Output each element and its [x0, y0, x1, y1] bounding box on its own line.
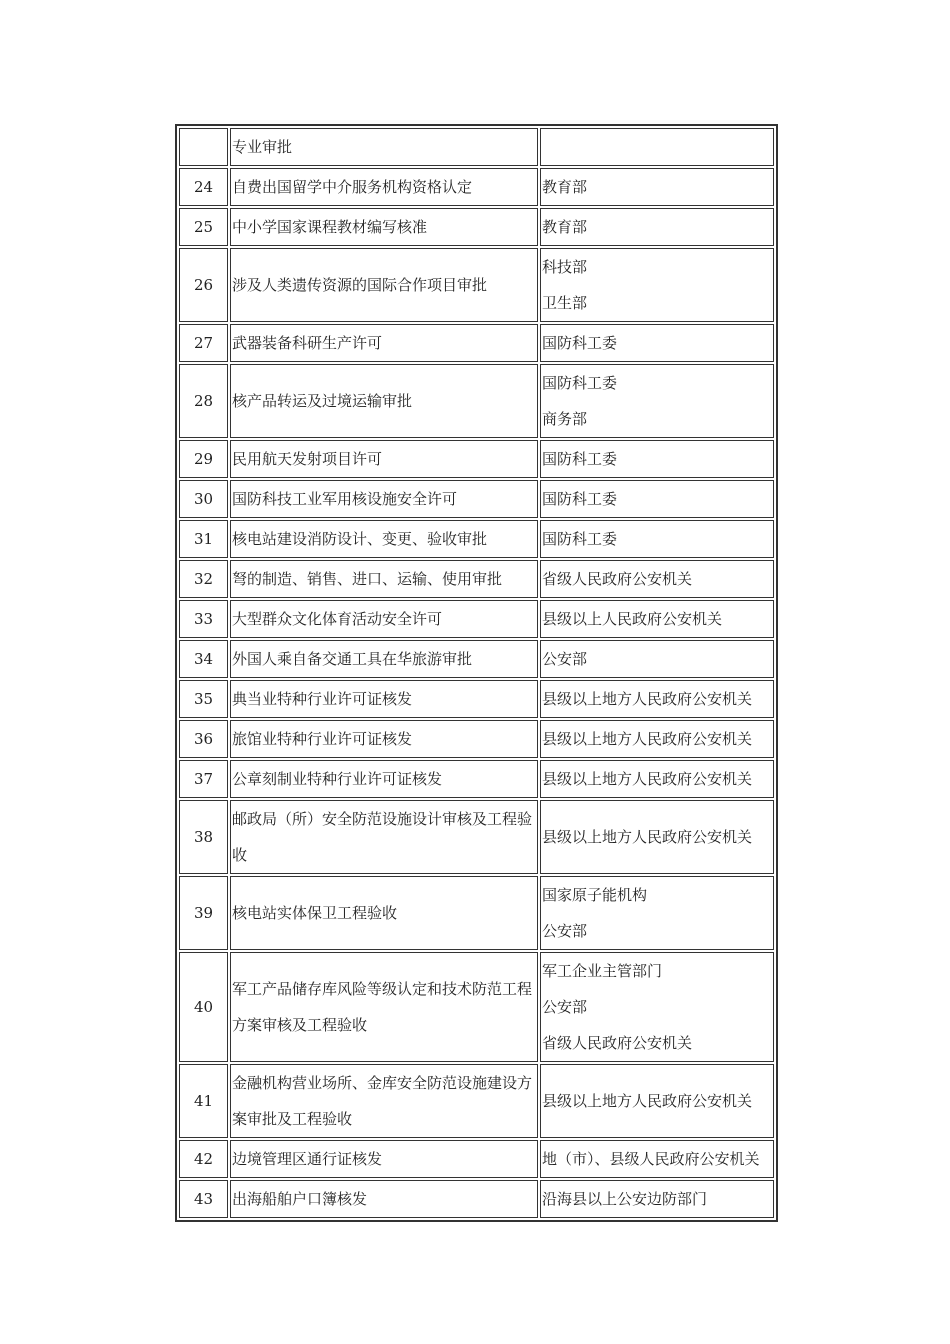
department-name: 军工企业主管部门	[542, 962, 663, 980]
department-name: 县级以上地方人民政府公安机关	[542, 1092, 753, 1110]
department-name: 地（市）、县级人民政府公安机关	[542, 1150, 760, 1168]
department-name: 公安部	[542, 998, 588, 1016]
approval-item-cell	[230, 248, 538, 322]
approval-item-cell	[230, 168, 538, 206]
approval-item-name: 自费出国留学中介服务机构资格认定	[232, 178, 473, 196]
department-cell	[540, 600, 774, 638]
table-row	[179, 520, 774, 558]
approval-item-cell	[230, 640, 538, 678]
table-row	[179, 480, 774, 518]
approval-item-cell	[230, 600, 538, 638]
department-name: 商务部	[542, 410, 588, 428]
table-row	[179, 364, 774, 438]
department-cell	[540, 364, 774, 438]
row-number: 34	[179, 640, 228, 678]
approval-item-name: 国防科技工业军用核设施安全许可	[232, 490, 458, 508]
table-row	[179, 876, 774, 950]
row-number: 26	[179, 248, 228, 322]
table-row	[179, 560, 774, 598]
department-cell	[540, 680, 774, 718]
approval-item-cell	[230, 952, 538, 1062]
department-name: 国防科工委	[542, 490, 618, 508]
table-row	[179, 128, 774, 166]
department-cell	[540, 520, 774, 558]
row-number: 37	[179, 760, 228, 798]
approval-item-name: 军工产品储存库风险等级认定和技术防范工程方案审核及工程验收	[232, 980, 533, 1034]
department-cell	[540, 560, 774, 598]
approval-item-cell	[230, 1180, 538, 1218]
row-number: 39	[179, 876, 228, 950]
department-name: 国防科工委	[542, 334, 618, 352]
table-row	[179, 1140, 774, 1178]
department-name: 县级以上地方人民政府公安机关	[542, 730, 753, 748]
approval-item-cell	[230, 480, 538, 518]
department-cell	[540, 440, 774, 478]
approval-item-cell	[230, 520, 538, 558]
approval-item-name: 涉及人类遗传资源的国际合作项目审批	[232, 276, 488, 294]
table-row	[179, 760, 774, 798]
department-name: 县级以上地方人民政府公安机关	[542, 770, 753, 788]
row-number: 32	[179, 560, 228, 598]
department-name: 县级以上人民政府公安机关	[542, 610, 723, 628]
table-row	[179, 800, 774, 874]
row-number: 38	[179, 800, 228, 874]
table-row	[179, 1180, 774, 1218]
approval-item-cell	[230, 1064, 538, 1138]
department-cell	[540, 1064, 774, 1138]
department-name: 县级以上地方人民政府公安机关	[542, 690, 753, 708]
approval-item-name: 旅馆业特种行业许可证核发	[232, 730, 413, 748]
department-cell	[540, 208, 774, 246]
approval-item-name: 出海船舶户口簿核发	[232, 1190, 368, 1208]
department-name: 县级以上地方人民政府公安机关	[542, 828, 753, 846]
table-body	[179, 128, 774, 1218]
row-number: 36	[179, 720, 228, 758]
approval-item-cell	[230, 560, 538, 598]
department-name: 教育部	[542, 178, 588, 196]
approval-item-name: 弩的制造、销售、进口、运输、使用审批	[232, 570, 503, 588]
approval-item-cell	[230, 760, 538, 798]
approval-item-cell	[230, 440, 538, 478]
department-name: 国防科工委	[542, 530, 618, 548]
approval-item-name: 公章刻制业特种行业许可证核发	[232, 770, 443, 788]
department-name: 省级人民政府公安机关	[542, 1034, 693, 1052]
approval-item-name: 中小学国家课程教材编写核准	[232, 218, 428, 236]
approval-item-name: 武器装备科研生产许可	[232, 334, 383, 352]
department-cell	[540, 876, 774, 950]
approval-item-cell	[230, 364, 538, 438]
table-row	[179, 680, 774, 718]
approval-items-table	[175, 124, 778, 1222]
row-number: 30	[179, 480, 228, 518]
approval-item-cell	[230, 876, 538, 950]
row-number: 24	[179, 168, 228, 206]
table-row	[179, 440, 774, 478]
department-name: 科技部	[542, 258, 588, 276]
department-cell	[540, 640, 774, 678]
table-row	[179, 640, 774, 678]
approval-item-cell	[230, 680, 538, 718]
department-name	[542, 129, 772, 165]
department-cell	[540, 760, 774, 798]
approval-item-name: 外国人乘自备交通工具在华旅游审批	[232, 650, 473, 668]
department-cell	[540, 248, 774, 322]
row-number	[179, 128, 228, 166]
approval-item-name: 典当业特种行业许可证核发	[232, 690, 413, 708]
table-row	[179, 720, 774, 758]
table-row	[179, 208, 774, 246]
row-number: 35	[179, 680, 228, 718]
approval-item-name: 边境管理区通行证核发	[232, 1150, 383, 1168]
department-name: 公安部	[542, 922, 588, 940]
approval-item-name: 核电站实体保卫工程验收	[232, 904, 398, 922]
table-row	[179, 1064, 774, 1138]
approval-item-name: 金融机构营业场所、金库安全防范设施建设方案审批及工程验收	[232, 1074, 533, 1128]
department-name: 国防科工委	[542, 450, 618, 468]
department-cell	[540, 1180, 774, 1218]
row-number: 27	[179, 324, 228, 362]
department-name: 公安部	[542, 650, 588, 668]
department-name: 国家原子能机构	[542, 886, 648, 904]
table-row	[179, 952, 774, 1062]
department-cell	[540, 480, 774, 518]
table-row	[179, 324, 774, 362]
approval-item-cell	[230, 324, 538, 362]
approval-item-name: 核产品转运及过境运输审批	[232, 392, 413, 410]
approval-item-name: 专业审批	[232, 138, 293, 156]
row-number: 41	[179, 1064, 228, 1138]
department-cell	[540, 800, 774, 874]
approval-item-name: 核电站建设消防设计、变更、验收审批	[232, 530, 488, 548]
table-row	[179, 168, 774, 206]
department-cell	[540, 720, 774, 758]
approval-item-cell	[230, 1140, 538, 1178]
department-cell	[540, 1140, 774, 1178]
row-number: 25	[179, 208, 228, 246]
row-number: 42	[179, 1140, 228, 1178]
approval-item-cell	[230, 800, 538, 874]
row-number: 28	[179, 364, 228, 438]
row-number: 40	[179, 952, 228, 1062]
row-number: 29	[179, 440, 228, 478]
row-number: 33	[179, 600, 228, 638]
department-cell	[540, 168, 774, 206]
table-row	[179, 600, 774, 638]
department-name: 国防科工委	[542, 374, 618, 392]
approval-item-name: 大型群众文化体育活动安全许可	[232, 610, 443, 628]
department-name: 沿海县以上公安边防部门	[542, 1190, 708, 1208]
approval-item-cell	[230, 720, 538, 758]
approval-item-cell	[230, 208, 538, 246]
department-name: 省级人民政府公安机关	[542, 570, 693, 588]
approval-item-name: 民用航天发射项目许可	[232, 450, 383, 468]
department-name: 教育部	[542, 218, 588, 236]
table-row	[179, 248, 774, 322]
row-number: 43	[179, 1180, 228, 1218]
department-name: 卫生部	[542, 294, 588, 312]
approval-item-name: 邮政局（所）安全防范设施设计审核及工程验收	[232, 810, 533, 864]
row-number: 31	[179, 520, 228, 558]
approval-item-cell	[230, 128, 538, 166]
department-cell	[540, 128, 774, 166]
department-cell	[540, 952, 774, 1062]
department-cell	[540, 324, 774, 362]
